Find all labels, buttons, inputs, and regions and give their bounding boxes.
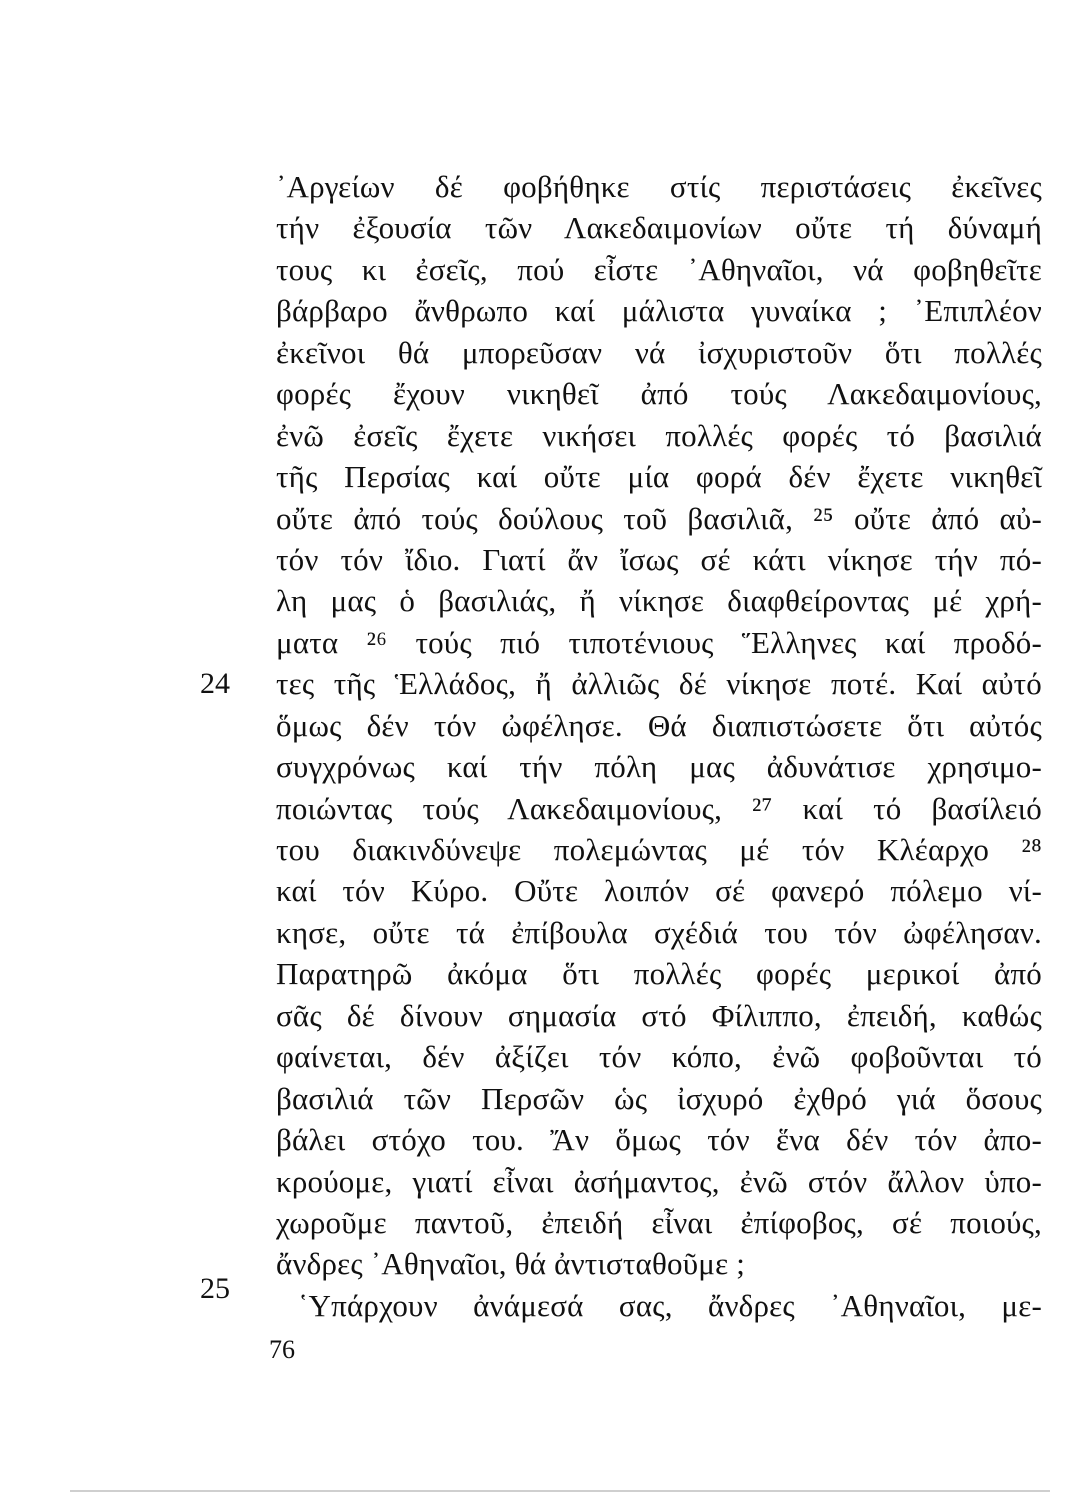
text-line: συγχρόνως καί τήν πόλη μας ἀδυνάτισε χρησιμο-	[276, 749, 1042, 785]
text-line: τους κι ἐσεῖς, πού εἶστε ᾿Αθηναῖοι, νά φοβηθεῖτε	[276, 251, 1042, 287]
text-line: ὅμως δέν τόν ὠφέλησε. Θά διαπιστώσετε ὅτι αὐτός	[276, 707, 1042, 743]
text-line: τήν ἐξουσία τῶν Λακεδαιμονίων οὔτε τή δύναμή	[276, 210, 1042, 246]
text-line: λη μας ὁ βασιλιάς, ἤ νίκησε διαφθείροντας μέ χρή-	[276, 583, 1042, 619]
section-number-25: 25	[200, 1272, 230, 1305]
text-line: κησε, οὔτε τά ἐπίβουλα σχέδιά του τόν ὠφέλησαν.	[276, 914, 1042, 950]
text-line: τόν τόν ἴδιο. Γιατί ἄν ἴσως σέ κάτι νίκησε τήν πό-	[276, 541, 1042, 577]
text-line: καί τόν Κύρο. Οὔτε λοιπόν σέ φανερό πόλεμο νί-	[276, 873, 1042, 909]
text-line: οὔτε ἀπό τούς δούλους τοῦ βασιλιᾶ, ²⁵ οὔτε ἀπό αὐ-	[276, 500, 1042, 536]
text-line: ποιώντας τούς Λακεδαιμονίους, ²⁷ καί τό βασίλειό	[276, 790, 1042, 826]
text-line: ἐνῶ ἐσεῖς ἔχετε νικήσει πολλές φορές τό βασιλιά	[276, 417, 1042, 453]
page-number: 76	[269, 1335, 295, 1364]
text-line: Παρατηρῶ ἀκόμα ὅτι πολλές φορές μερικοί ἀπό	[276, 956, 1042, 992]
text-line: του διακινδύνεψε πολεμώντας μέ τόν Κλέαρχο ²⁸	[276, 832, 1042, 867]
body-text	[276, 166, 1042, 1326]
text-line: κρούομε, γιατί εἶναι ἀσήμαντος, ἐνῶ στόν ἄλλον ὑπο-	[276, 1163, 1042, 1199]
text-line: βάλει στόχο του. Ἄν ὅμως τόν ἕνα δέν τόν ἀπο-	[276, 1122, 1042, 1158]
section-number-24: 24	[200, 667, 230, 700]
text-line: τες τῆς Ἑλλάδος, ἤ ἀλλιῶς δέ νίκησε ποτέ. Καί αὐτό	[276, 666, 1042, 702]
text-line: βάρβαρο ἄνθρωπο καί μάλιστα γυναίκα ; ᾿Επιπλέον	[276, 293, 1042, 329]
text-line: σᾶς δέ δίνουν σημασία στό Φίλιππο, ἐπειδή, καθώς	[276, 997, 1042, 1033]
text-line: ἄνδρες ᾿Αθηναῖοι, θά ἀντισταθοῦμε ;	[276, 1246, 746, 1282]
text-line: χωροῦμε παντοῦ, ἐπειδή εἶναι ἐπίφοβος, σέ ποιούς,	[276, 1204, 1042, 1240]
text-line: τῆς Περσίας καί οὔτε μία φορά δέν ἔχετε νικηθεῖ	[276, 459, 1042, 495]
text-line: ματα ²⁶ τούς πιό τιποτένιους Ἕλληνες καί προδό-	[276, 624, 1042, 660]
text-line: ῾Υπάρχουν ἀνάμεσά σας, ἄνδρες ᾿Αθηναῖοι, με-	[298, 1287, 1042, 1323]
text-line: ᾿Αργείων δέ φοβήθηκε στίς περιστάσεις ἐκεῖνες	[276, 169, 1042, 204]
text-line: ἐκεῖνοι θά μπορεῦσαν νά ἰσχυριστοῦν ὅτι πολλές	[276, 334, 1042, 370]
text-line: φαίνεται, δέν ἀξίζει τόν κόπο, ἐνῶ φοβοῦνται τό	[276, 1039, 1042, 1075]
text-line: φορές ἔχουν νικηθεῖ ἀπό τούς Λακεδαιμονίους,	[276, 376, 1042, 412]
text-line: βασιλιά τῶν Περσῶν ὡς ἰσχυρό ἐχθρό γιά ὅσους	[276, 1080, 1042, 1116]
scan-edge-rule	[70, 1490, 1050, 1492]
